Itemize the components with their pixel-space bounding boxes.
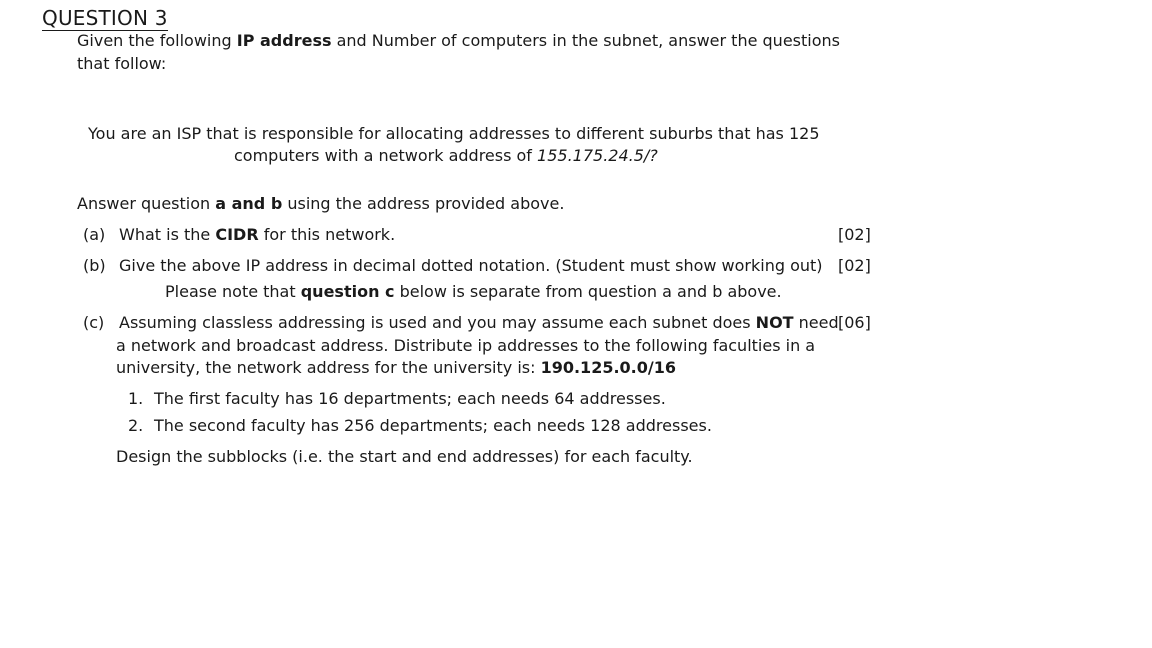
question-b-mark: [02] xyxy=(838,256,871,275)
intro-text-2: and Number of computers in the subnet, answer the questions xyxy=(331,31,840,50)
question-heading: QUESTION 3 xyxy=(42,6,168,30)
question-c-line-2: a network and broadcast address. Distribute ip addresses to the following faculties in a xyxy=(116,336,816,355)
scenario-address: 155.175.24.5/? xyxy=(537,146,658,165)
question-c-text-1: Assuming classless addressing is used and you may assume each subnet does xyxy=(119,313,756,332)
question-a-mark: [02] xyxy=(838,225,871,244)
question-b xyxy=(83,255,823,277)
instruction-bold: a and b xyxy=(215,194,283,213)
scenario-line-2 xyxy=(234,145,658,167)
list-item-number: 1. xyxy=(128,389,144,408)
intro-bold-ip: IP address xyxy=(236,31,332,50)
list-item-text: The first faculty has 16 departments; each needs 64 addresses. xyxy=(154,389,666,408)
question-c-bold-not: NOT xyxy=(755,313,794,332)
note-text-2: below is separate from question a and b above. xyxy=(394,282,782,301)
question-b-text: Give the above IP address in decimal dotted notation. (Student must show working out) xyxy=(119,256,823,275)
instruction-text-1: Answer question xyxy=(77,194,216,213)
question-c-text-3: university, the network address for the university is: xyxy=(116,358,541,377)
separation-note xyxy=(165,281,782,303)
question-c-label: (c) xyxy=(83,313,105,332)
question-a xyxy=(83,224,395,246)
list-item xyxy=(128,415,712,437)
note-bold: question c xyxy=(300,282,395,301)
scenario-line-1: You are an ISP that is responsible for allocating addresses to different suburbs that has 125 xyxy=(88,124,820,143)
intro-line-1 xyxy=(77,30,840,52)
question-c-mark: [06] xyxy=(838,313,871,332)
list-item-number: 2. xyxy=(128,416,144,435)
question-a-bold: CIDR xyxy=(215,225,259,244)
question-c-text-2: need xyxy=(793,313,839,332)
question-a-text-1: What is the xyxy=(119,225,216,244)
question-a-text-2: for this network. xyxy=(258,225,396,244)
note-text-1: Please note that xyxy=(165,282,301,301)
list-item-text: The second faculty has 256 departments; each needs 128 addresses. xyxy=(154,416,712,435)
university-network-address: 190.125.0.0/16 xyxy=(540,358,676,377)
question-c-line-3 xyxy=(116,357,676,379)
instruction-text-2: using the address provided above. xyxy=(282,194,565,213)
instruction-line xyxy=(77,193,564,215)
question-a-label: (a) xyxy=(83,225,106,244)
design-instruction: Design the subblocks (i.e. the start and end addresses) for each faculty. xyxy=(116,447,693,466)
scenario-prefix: computers with a network address of xyxy=(234,146,538,165)
question-c-line-1 xyxy=(83,312,839,334)
question-b-label: (b) xyxy=(83,256,106,275)
intro-text-1: Given the following xyxy=(77,31,237,50)
intro-line-2: that follow: xyxy=(77,54,167,73)
list-item xyxy=(128,388,666,410)
